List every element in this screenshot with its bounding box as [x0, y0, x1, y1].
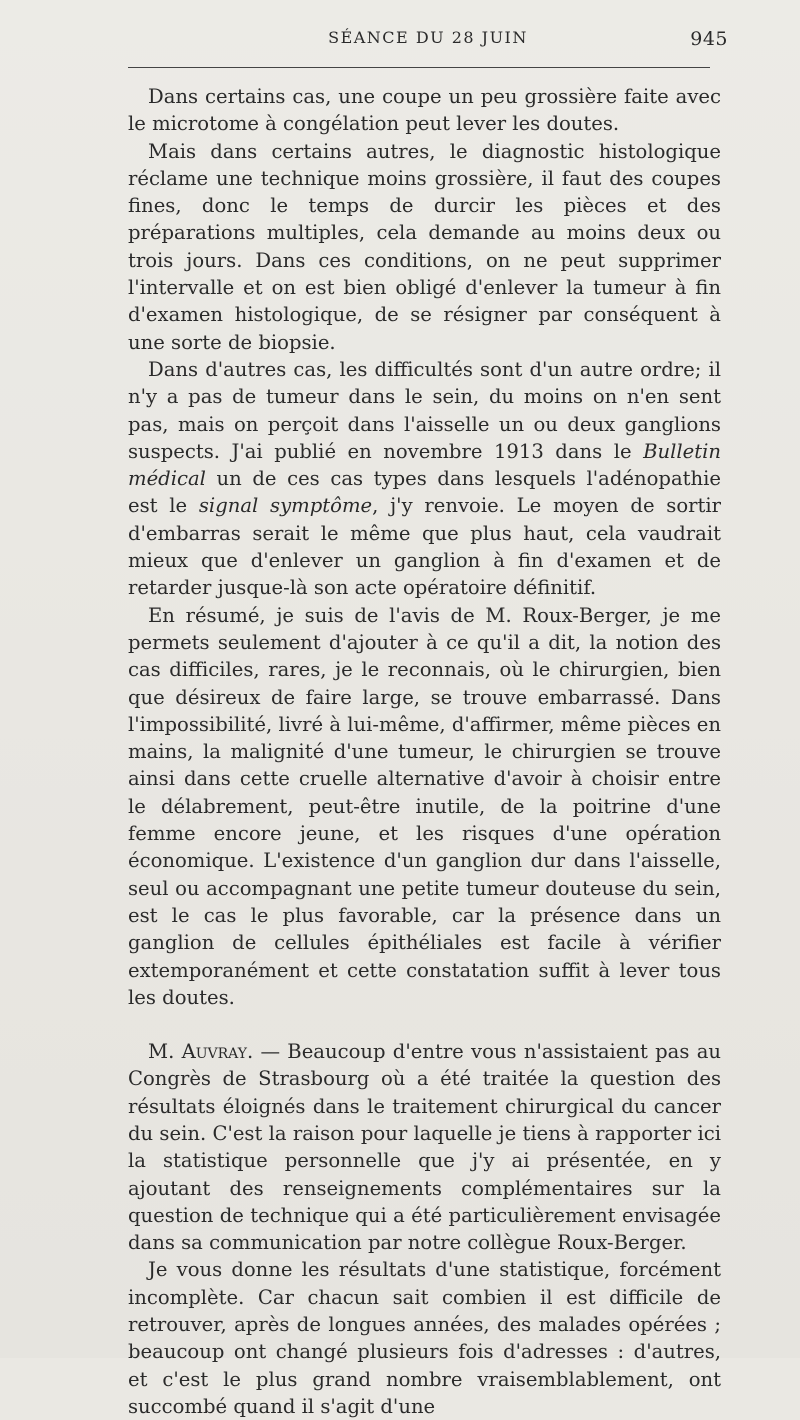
journal-title: Bulletin médical [128, 439, 721, 491]
paragraph-summary: En résumé, je suis de l'avis de M. Roux-Berger, je me permets seulement d'ajouter à ce qu'il a dit, la notion des cas difficiles, rares, je le reconnais, où le chirurgien, bien que désireux de faire large, se trouve embarrassé. Dans l'impossibilité, livré à lui-même, d'affirmer, même pièces en mains, la malignité d'une tumeur, le chirurgien se trouve ainsi dans cette cruelle alternative d'avoir à choisir entre le délabrement, peut-être inutile, de la poitrine d'une femme encore jeune, et les risques d'une opération économique. L'existence d'un ganglion dur dans l'aisselle, seul ou accompagnant une petite tumeur douteuse du sein, est le cas le plus favorable, car la présence dans un ganglion de cellules épithéliales est facile à vérifier extemporanément et cette constatation suffit à lever tous les doutes. [128, 603, 721, 1009]
paragraph-text: , j'y renvoie. Le moyen de sortir d'embarras serait le même que plus haut, cela vaudrait mieux que d'enlever un ganglion à fin d'examen et de retarder jusque-là son acte opératoire définitif. [128, 494, 721, 600]
paragraph-statistics: Je vous donne les résultats d'une statistique, forcément incomplète. Car chacun sait combien il est difficile de retrouver, après de longues années, des malades opérées ; beaucoup ont changé plusieurs fois d'adresses : d'autres, et c'est le plus grand nombre vraisemblablement, ont succombé quand il s'agit d'une [128, 1258, 721, 1418]
paragraph-ganglion-cases [128, 356, 721, 602]
paragraph-text: un de ces cas types dans lesquels l'adénopathie est le [128, 467, 721, 518]
paragraph-text: . — Beaucoup d'entre vous n'assistaient pas au Congrès de Strasbourg où a été traitée la question des résultats éloignés dans le traitement chirurgical du cancer du sein. C'est la raison pour laquelle je tiens à rapporter ici la statistique personnelle que j'y ai présentée, en y ajoutant des renseignements complémentaires sur la question de technique qui a été particulièrement envisagée dans sa communication par notre collègue Roux-Berger. [128, 1040, 721, 1255]
body-text [128, 83, 721, 1420]
page-number: 945 [690, 28, 728, 50]
running-title: SÉANCE DU 28 JUIN [328, 28, 528, 47]
speaker-prefix: M. [148, 1040, 182, 1064]
speaker-name: Auvray [181, 1040, 247, 1064]
paragraph-histology: Mais dans certains autres, le diagnostic histologique réclame une technique moins grossière, il faut des coupes fines, donc le temps de durcir les pièces et des préparations multiples, cela demande au moins deux ou trois jours. Dans ces conditions, on ne peut supprimer l'intervalle et on est bien obligé d'enlever la tumeur à fin d'examen histologique, de se résigner par conséquent à une sorte de biopsie. [128, 139, 721, 354]
paragraph-microtome: Dans certains cas, une coupe un peu grossière faite avec le microtome à congélation peut lever les doutes. [128, 85, 721, 136]
header-rule [128, 67, 710, 68]
paragraph-text: Dans d'autres cas, les difficultés sont d'un autre ordre; il n'y a pas de tumeur dans le sein, du moins on n'en sent pas, mais on perçoit dans l'aisselle un ou deux ganglions suspects. J'ai publié en novembre 1913 dans le [128, 357, 721, 463]
emphasis-term: signal symptôme [198, 494, 373, 518]
paragraph-auvray [128, 1038, 721, 1256]
running-head [128, 28, 728, 54]
